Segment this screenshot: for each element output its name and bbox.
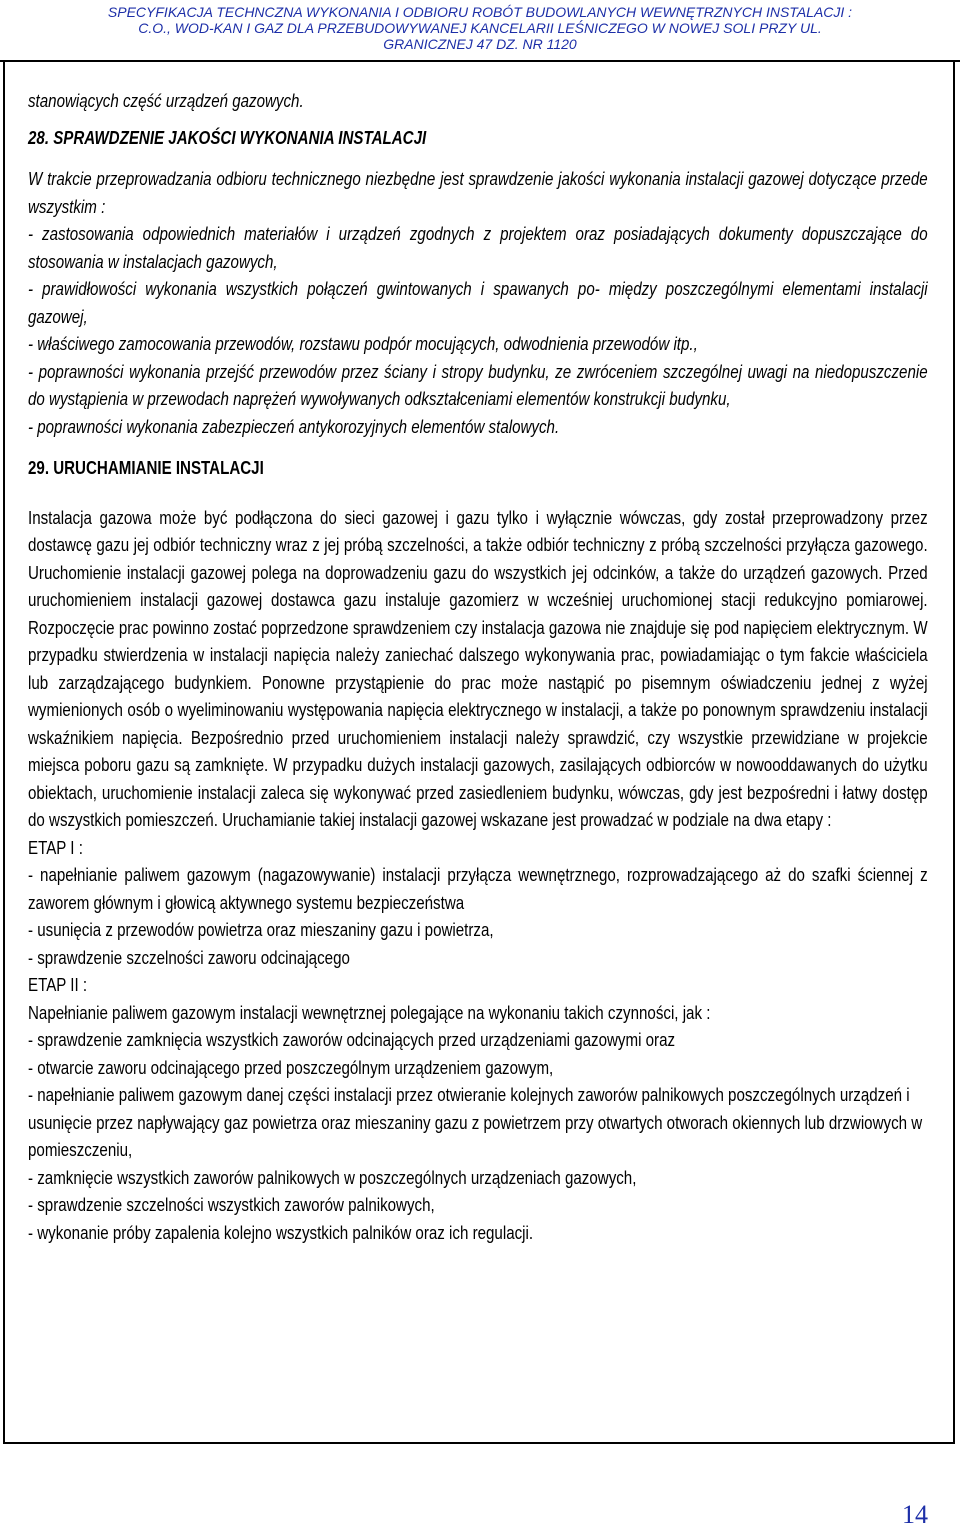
etap-2-item: - sprawdzenie szczelności wszystkich zaworów palnikowych,	[28, 1195, 435, 1215]
section-28-lead: W trakcie przeprowadzania odbioru technicznego niezbędne jest sprawdzenie jakości wykonania instalacji gazowej dotyczące przede wszystkim :	[28, 169, 928, 217]
section-29-paragraph: Instalacja gazowa może być podłączona do sieci gazowej i gazu tylko i wyłącznie wówczas, gdy został przeprowadzony przez dostawcę gazu jej odbiór techniczny wraz z jej próbą szczelności, a także odbiór techniczny z próbą szczelności przyłącza gazowego. Uruchomienie instalacji gazowej polega na doprowadzeniu gazu do wszystkich jej odcinków, a także do urządzeń gazowych. Przed uruchomieniem instalacji gazowej dostawca gazu instaluje gazomierz w wcześniej uruchomionej stacji redukcyjno pomiarowej. Rozpoczęcie prac powinno zostać poprzedzone sprawdzeniem czy instalacja gazowa nie znajduje się pod napięciem elektrycznym. W przypadku stwierdzenia w instalacji napięcia należy zaniechać dalszego wykonywania prac, powiadamiając o tym fakcie właściciela lub zarządzającego budynkiem. Ponowne przystąpienie do prac może nastąpić po pisemnym oświadczeniu jednej z wyżej wymienionych osób o wyeliminowaniu występowania napięcia elektrycznego w instalacji, a także po ponownym sprawdzeniu instalacji wskaźnikiem napięcia. Bezpośrednio przed uruchomieniem instalacji należy sprawdzić, czy wszystkie przewidziane w projekcie miejsca poboru gazu są zamknięte. W przypadku dużych instalacji gazowych, zasilających odbiorców w nowooddawanych do użytku obiektach, uruchomienie instalacji zaleca się wykonywać przed zasiedleniem budynku, wówczas, gdy jest bezpośredni i łatwy dostęp do wszystkich pomieszczeń. Uruchamianie takiej instalacji gazowej wskazane jest prowadzać w podziale na dwa etapy :	[28, 507, 928, 830]
etap-2-item: - wykonanie próby zapalenia kolejno wszystkich palników oraz ich regulacji.	[28, 1222, 534, 1243]
etap-1-item: - usunięcia z przewodów powietrza oraz mieszaniny gazu i powietrza,	[28, 920, 494, 940]
etap-2-item: - napełnianie paliwem gazowym danej części instalacji przez otwieranie kolejnych zaworów palnikowych poszczególnych urządzeń i usunięcie przez napływający gaz powietrza oraz mieszaniny gazu z powietrzem przy otwartych otworach okiennych lub drzwiowych w pomieszczeniu,	[28, 1085, 923, 1160]
section-28-heading: 28. SPRAWDZENIE JAKOŚCI WYKONANIA INSTALACJI	[28, 127, 427, 148]
header-line-3: GRANICZNEJ 47 DZ. NR 1120	[383, 36, 577, 52]
section-28-item: - poprawności wykonania przejść przewodów przez ściany i stropy budynku, ze zwróceniem szczególnej uwagi na niedopuszczenie do wystąpienia w przewodach naprężeń wywoływanych odkształceniami elementów konstrukcji budynku,	[28, 361, 928, 409]
section-28-item: - poprawności wykonania zabezpieczeń antykorozyjnych elementów stalowych.	[28, 416, 560, 437]
page-content	[28, 88, 928, 1247]
section-28-item: - zastosowania odpowiednich materiałów i urządzeń zgodnych z projektem oraz posiadających dokumenty dopuszczające do stosowania w instalacjach gazowych,	[28, 224, 928, 272]
etap-2-lead: Napełnianie paliwem gazowym instalacji wewnętrznej polegające na wykonaniu takich czynności, jak :	[28, 1002, 711, 1023]
section-29-heading: 29. URUCHAMIANIE INSTALACJI	[28, 458, 264, 478]
etap-2-item: - zamknięcie wszystkich zaworów palnikowych w poszczególnych urządzeniach gazowych,	[28, 1167, 637, 1188]
etap-2-item: - sprawdzenie zamknięcia wszystkich zaworów odcinających przed urządzeniami gazowymi oraz	[28, 1030, 676, 1050]
etap-2-label: ETAP II :	[28, 975, 88, 995]
content-column	[28, 88, 928, 1247]
etap-1-label: ETAP I :	[28, 837, 83, 858]
intro-line: stanowiących część urządzeń gazowych.	[28, 91, 304, 111]
header-line-2: C.O., WOD-KAN I GAZ DLA PRZEBUDOWYWANEJ KANCELARII LEŚNICZEGO W NOWEJ SOLI PRZY UL.	[138, 20, 822, 36]
page-number: 14	[902, 1500, 928, 1529]
etap-1-item: - sprawdzenie szczelności zaworu odcinającego	[28, 947, 350, 968]
etap-2-item: - otwarcie zaworu odcinającego przed poszczególnym urządzeniem gazowym,	[28, 1057, 554, 1078]
section-28-item: - właściwego zamocowania przewodów, rozstawu podpór mocujących, odwodnienia przewodów itp.,	[28, 334, 698, 354]
document-header	[0, 0, 960, 62]
etap-1-item: - napełnianie paliwem gazowym (nagazowywanie) instalacji przyłącza wewnętrznego, rozprowadzającego aż do szafki ściennej z zaworem głównym i głowicą aktywnego systemu bezpieczeństwa	[28, 865, 928, 913]
header-line-1: SPECYFIKACJA TECHNCZNA WYKONANIA I ODBIORU ROBÓT BUDOWLANYCH WEWNĘTRZNYCH INSTALACJI :	[107, 4, 853, 20]
section-28-item: - prawidłowości wykonania wszystkich połączeń gwintowanych i spawanych po- między poszczególnymi elementami instalacji gazowej,	[28, 279, 928, 327]
